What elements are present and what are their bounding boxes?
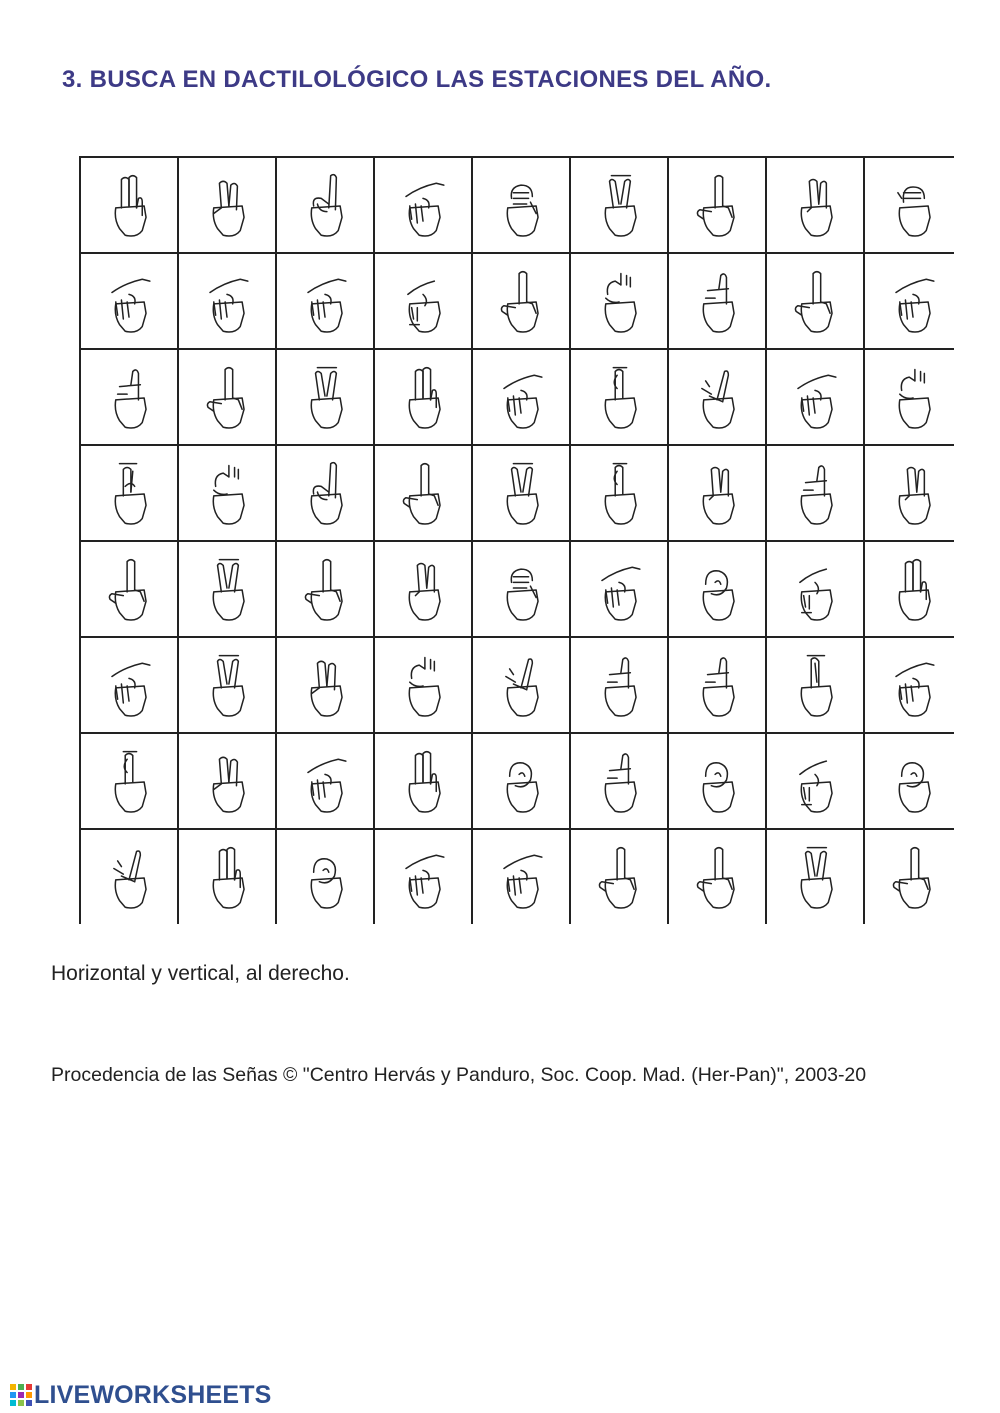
grid-cell xyxy=(178,445,276,541)
grid-cell xyxy=(864,637,954,733)
hand-sign-l-icon xyxy=(885,842,941,912)
grid-cell xyxy=(570,829,668,924)
hand-sign-ch-icon xyxy=(591,458,647,528)
grid-cell xyxy=(570,349,668,445)
sign-letter-grid xyxy=(79,156,954,924)
hand-sign-g-icon xyxy=(787,362,843,432)
grid-cell xyxy=(472,541,570,637)
grid-cell xyxy=(374,733,472,829)
grid-cell xyxy=(668,733,766,829)
hand-sign-o-icon xyxy=(689,554,745,624)
grid-cell xyxy=(766,445,864,541)
grid-cell xyxy=(276,157,374,253)
grid-cell xyxy=(178,829,276,924)
grid-cell xyxy=(668,349,766,445)
hand-sign-g-icon xyxy=(101,650,157,720)
hand-sign-g-icon xyxy=(101,266,157,336)
liveworksheets-logo-icon xyxy=(10,1384,32,1406)
grid-cell xyxy=(374,253,472,349)
grid-row xyxy=(80,829,954,924)
grid-cell xyxy=(374,445,472,541)
hand-sign-u-icon xyxy=(199,842,255,912)
grid-cell xyxy=(178,253,276,349)
hand-sign-o-icon xyxy=(885,746,941,816)
letter-grid-wrapper xyxy=(79,156,954,924)
hand-sign-f-icon xyxy=(591,650,647,720)
grid-cell xyxy=(766,253,864,349)
grid-cell xyxy=(766,637,864,733)
hand-sign-v-icon xyxy=(199,650,255,720)
grid-cell xyxy=(570,253,668,349)
hand-sign-o-icon xyxy=(297,842,353,912)
grid-cell xyxy=(472,253,570,349)
grid-cell xyxy=(276,733,374,829)
hand-sign-l-icon xyxy=(395,458,451,528)
hand-sign-g-icon xyxy=(885,650,941,720)
hand-sign-l-icon xyxy=(591,842,647,912)
hand-sign-c-icon xyxy=(591,266,647,336)
hand-sign-u-icon xyxy=(395,362,451,432)
grid-cell xyxy=(766,829,864,924)
hand-sign-v-icon xyxy=(493,458,549,528)
grid-cell xyxy=(668,541,766,637)
hand-sign-c-icon xyxy=(395,650,451,720)
hand-sign-rr-icon xyxy=(101,458,157,528)
hand-sign-l-icon xyxy=(493,266,549,336)
grid-cell xyxy=(668,445,766,541)
hand-sign-o-icon xyxy=(689,746,745,816)
hand-sign-f-icon xyxy=(689,266,745,336)
grid-cell xyxy=(668,253,766,349)
grid-cell xyxy=(766,733,864,829)
grid-cell xyxy=(864,829,954,924)
hand-sign-i-icon xyxy=(493,650,549,720)
grid-cell xyxy=(472,637,570,733)
grid-cell xyxy=(80,349,178,445)
grid-cell xyxy=(570,637,668,733)
grid-cell xyxy=(276,637,374,733)
hand-sign-f-icon xyxy=(787,458,843,528)
hand-sign-q-icon xyxy=(787,554,843,624)
hand-sign-l-icon xyxy=(199,362,255,432)
hand-sign-l-icon xyxy=(689,170,745,240)
hand-sign-s-icon xyxy=(493,170,549,240)
hand-sign-g-icon xyxy=(591,554,647,624)
hand-sign-p-icon xyxy=(297,650,353,720)
hand-sign-ch-icon xyxy=(101,746,157,816)
hand-sign-v-icon xyxy=(787,842,843,912)
grid-cell xyxy=(178,157,276,253)
credit-line xyxy=(51,1064,956,1087)
grid-cell xyxy=(472,829,570,924)
grid-cell xyxy=(864,157,954,253)
hand-sign-g-icon xyxy=(395,842,451,912)
grid-cell xyxy=(178,541,276,637)
grid-cell xyxy=(276,349,374,445)
hand-sign-u-icon xyxy=(101,170,157,240)
hand-sign-d-icon xyxy=(297,458,353,528)
hand-sign-q-icon xyxy=(395,266,451,336)
grid-cell xyxy=(570,157,668,253)
grid-cell xyxy=(374,637,472,733)
grid-cell xyxy=(374,541,472,637)
grid-row xyxy=(80,157,954,253)
hand-sign-s-icon xyxy=(493,554,549,624)
hand-sign-l-icon xyxy=(787,266,843,336)
hand-sign-n-icon xyxy=(885,458,941,528)
hand-sign-u-icon xyxy=(885,554,941,624)
grid-cell xyxy=(864,253,954,349)
grid-cell xyxy=(374,829,472,924)
grid-cell xyxy=(472,733,570,829)
grid-cell xyxy=(864,733,954,829)
hand-sign-g-icon xyxy=(297,746,353,816)
hand-sign-g-icon xyxy=(199,266,255,336)
hand-sign-p-icon xyxy=(199,170,255,240)
grid-cell xyxy=(276,829,374,924)
hand-sign-c-icon xyxy=(199,458,255,528)
grid-cell xyxy=(668,829,766,924)
grid-cell xyxy=(80,733,178,829)
hand-sign-n-icon xyxy=(395,554,451,624)
hand-sign-l-icon xyxy=(297,554,353,624)
grid-cell xyxy=(178,637,276,733)
grid-cell xyxy=(80,541,178,637)
grid-cell xyxy=(570,445,668,541)
grid-cell xyxy=(668,637,766,733)
grid-cell xyxy=(374,349,472,445)
credit-text: Procedencia de las Señas © "Centro Hervás y Panduro, Soc. Coop. Mad. (Her-Pan)", 2003-20 xyxy=(51,1064,867,1086)
grid-cell xyxy=(766,157,864,253)
grid-cell xyxy=(472,157,570,253)
hand-sign-n-icon xyxy=(787,170,843,240)
grid-cell xyxy=(80,637,178,733)
hand-sign-l-icon xyxy=(101,554,157,624)
grid-cell xyxy=(374,157,472,253)
hand-sign-p-icon xyxy=(199,746,255,816)
grid-row xyxy=(80,445,954,541)
grid-row xyxy=(80,349,954,445)
worksheet-title: 3. BUSCA EN DACTILOLÓGICO LAS ESTACIONES DEL AÑO. xyxy=(62,66,772,93)
hand-sign-g-icon xyxy=(297,266,353,336)
hand-sign-l-icon xyxy=(689,842,745,912)
grid-cell xyxy=(80,829,178,924)
hand-sign-u-icon xyxy=(395,746,451,816)
hand-sign-f-icon xyxy=(591,746,647,816)
hand-sign-f-icon xyxy=(101,362,157,432)
grid-cell xyxy=(276,253,374,349)
hand-sign-n-icon xyxy=(689,458,745,528)
grid-cell xyxy=(178,733,276,829)
grid-cell xyxy=(80,445,178,541)
grid-row xyxy=(80,637,954,733)
hand-sign-r-icon xyxy=(787,650,843,720)
grid-cell xyxy=(766,541,864,637)
grid-cell xyxy=(864,349,954,445)
grid-cell xyxy=(570,733,668,829)
grid-cell xyxy=(864,445,954,541)
hand-sign-i-icon xyxy=(101,842,157,912)
hand-sign-f-icon xyxy=(689,650,745,720)
hand-sign-g-icon xyxy=(885,266,941,336)
grid-row xyxy=(80,733,954,829)
grid-cell xyxy=(472,349,570,445)
hand-sign-g-icon xyxy=(493,842,549,912)
grid-cell xyxy=(570,541,668,637)
hand-sign-c-icon xyxy=(885,362,941,432)
grid-row xyxy=(80,541,954,637)
grid-cell xyxy=(472,445,570,541)
grid-cell xyxy=(80,253,178,349)
grid-cell xyxy=(178,349,276,445)
hand-sign-d-icon xyxy=(297,170,353,240)
hand-sign-v-icon xyxy=(199,554,255,624)
brand-name: LIVEWORKSHEETS xyxy=(34,1380,272,1409)
hand-sign-g-icon xyxy=(395,170,451,240)
hand-sign-q-icon xyxy=(787,746,843,816)
hand-sign-a-icon xyxy=(885,170,941,240)
grid-row xyxy=(80,253,954,349)
brand-footer xyxy=(10,1380,272,1410)
hand-sign-g-icon xyxy=(493,362,549,432)
hand-sign-o-icon xyxy=(493,746,549,816)
hand-sign-v-icon xyxy=(591,170,647,240)
grid-cell xyxy=(668,157,766,253)
grid-cell xyxy=(276,541,374,637)
hand-sign-v-icon xyxy=(297,362,353,432)
grid-cell xyxy=(276,445,374,541)
hand-sign-ch-icon xyxy=(591,362,647,432)
grid-cell xyxy=(766,349,864,445)
instructions-note: Horizontal y vertical, al derecho. xyxy=(51,962,350,985)
grid-cell xyxy=(864,541,954,637)
hand-sign-i-icon xyxy=(689,362,745,432)
grid-cell xyxy=(80,157,178,253)
